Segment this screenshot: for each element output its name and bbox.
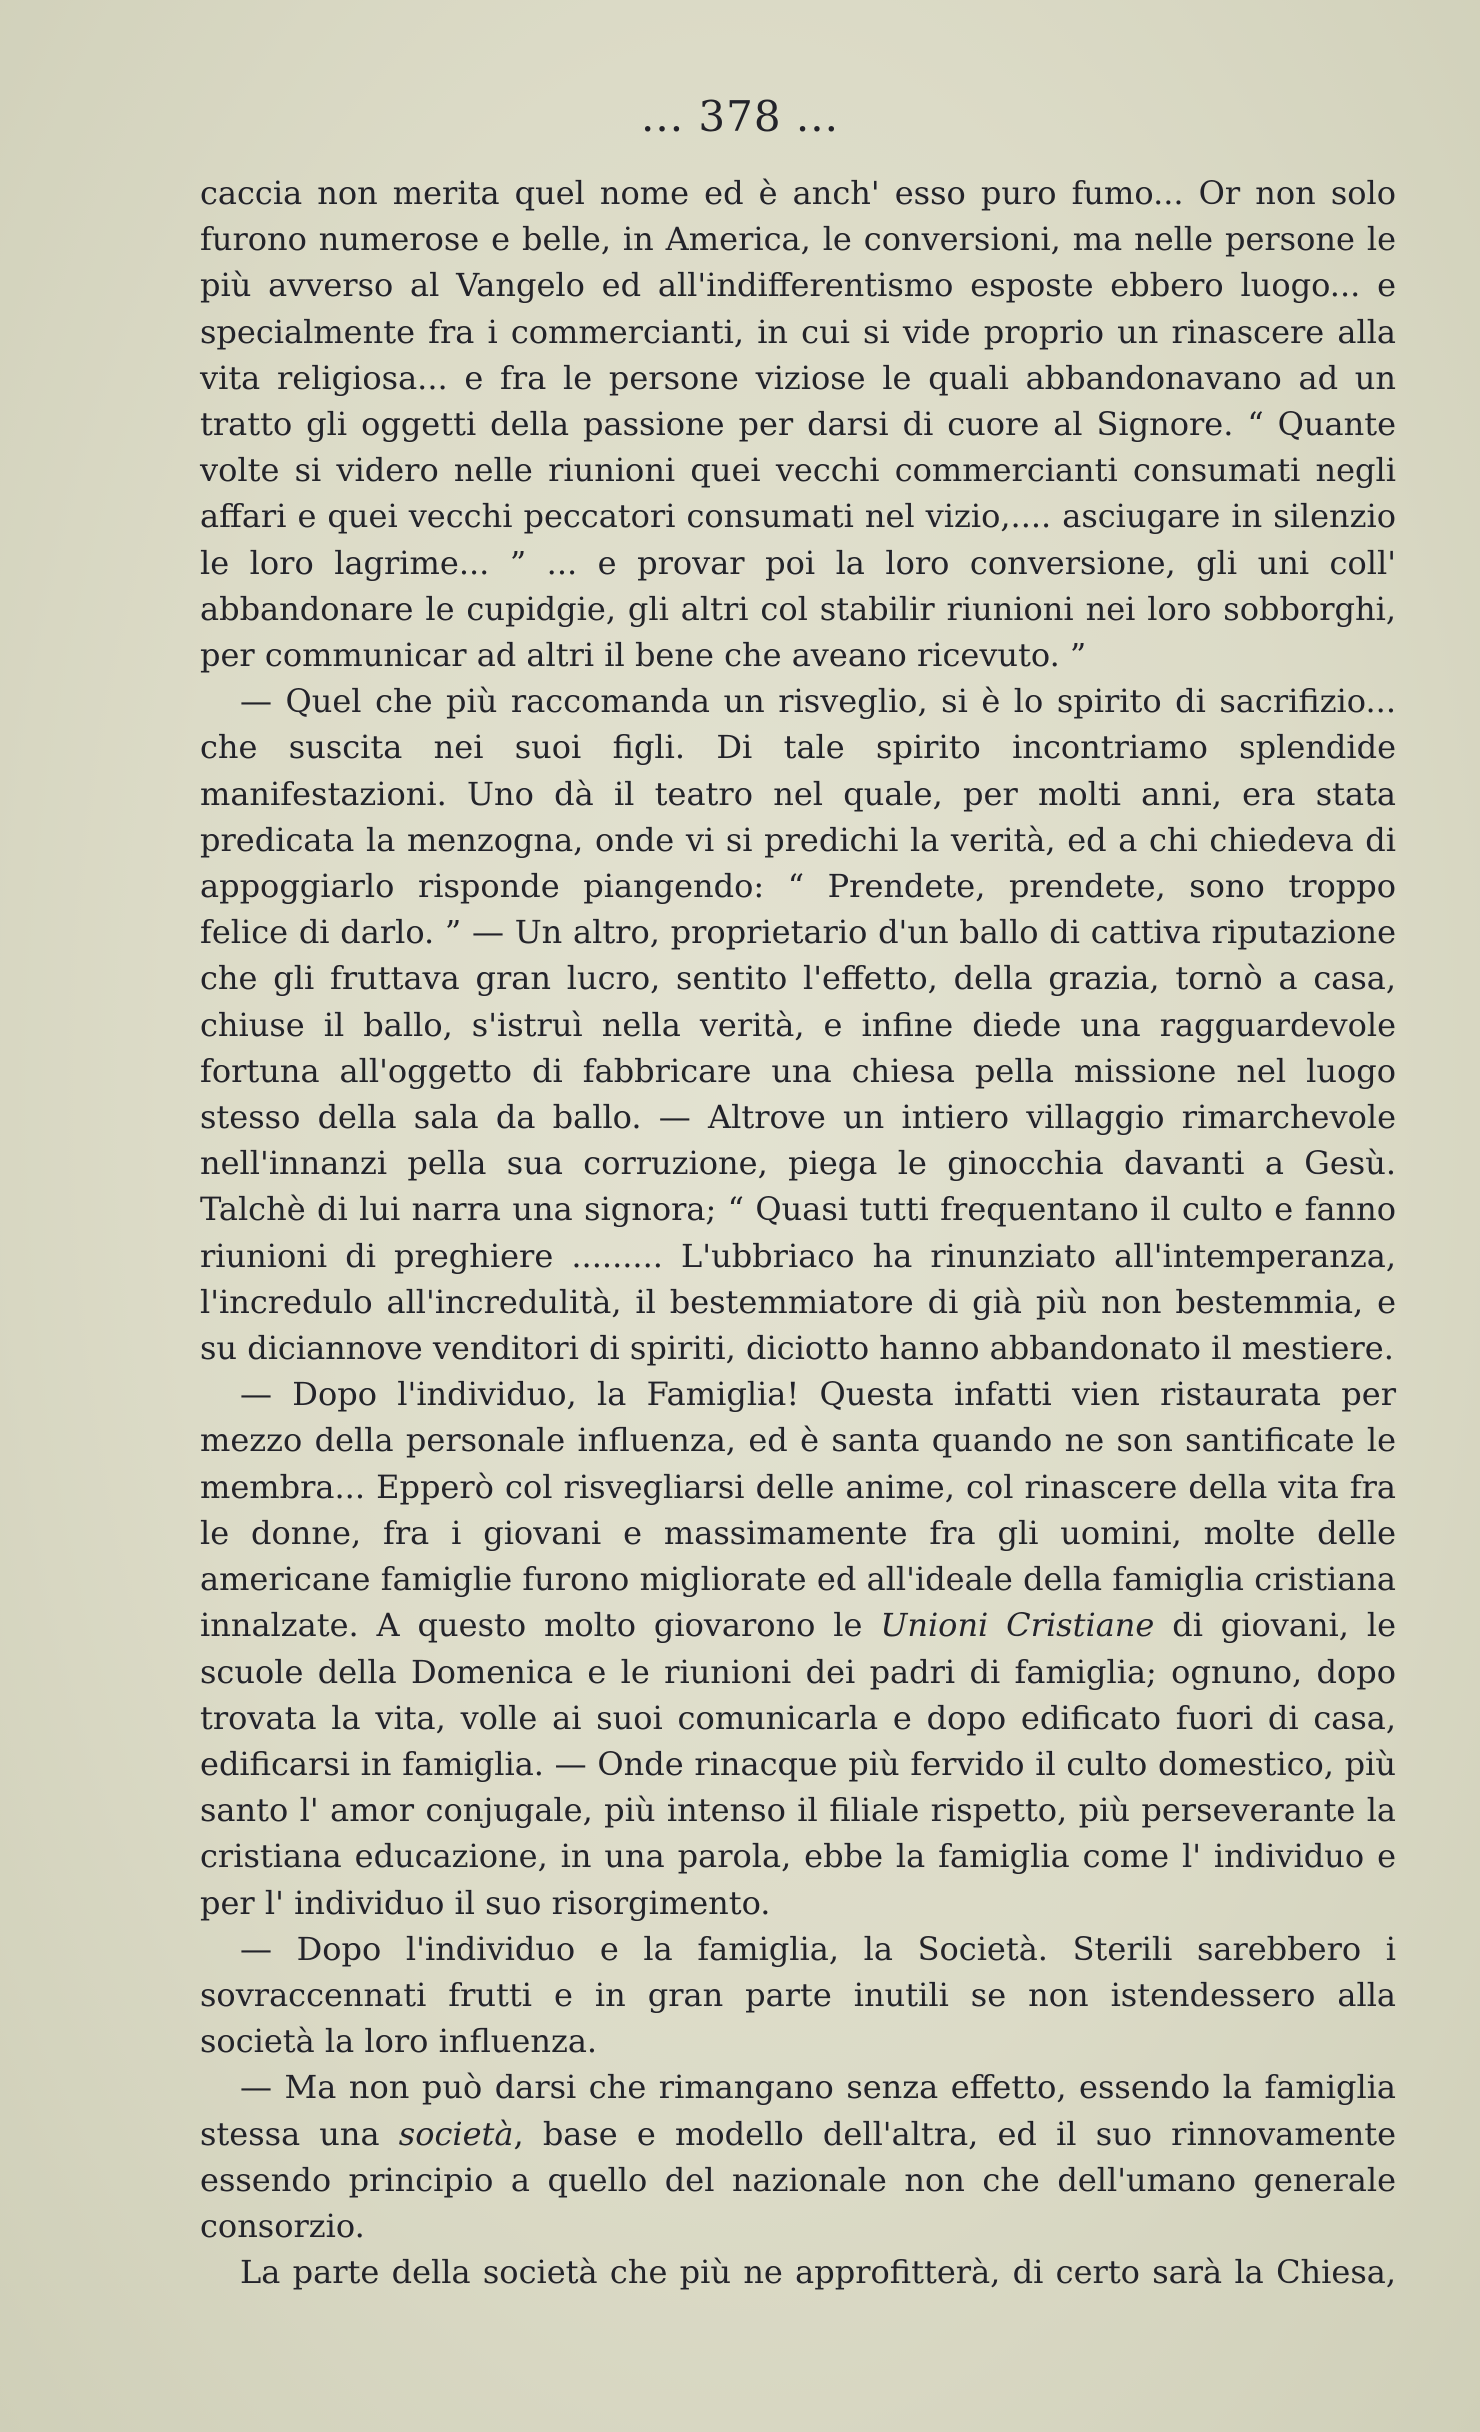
paragraph-3 xyxy=(200,1371,1396,1925)
paragraph-5-italic-term: società xyxy=(398,2114,514,2153)
page-body-text xyxy=(200,170,1396,2295)
paragraph-5-text-after: , base e modello dell'altra, ed il suo rinnovamente essendo principio a quello del nazionale non che dell'umano generale consorzio. xyxy=(200,2114,1397,2245)
paragraph-2: — Quel che più raccomanda un risveglio, si è lo spirito di sacrifizio... che suscita nei suoi figli. Di tale spirito incontriamo splendide manifestazioni. Uno dà il teatro nel quale, per molti anni, era stata predicata la menzogna, onde vi si predichi la verità, ed a chi chiedeva di appoggiarlo risponde piangendo: “ Prendete, prendete, sono troppo felice di darlo. ” — Un altro, proprietario d'un ballo di cattiva riputazione che gli fruttava gran lucro, sentito l'effetto, della grazia, tornò a casa, chiuse il ballo, s'istruì nella verità, e infine diede una ragguardevole fortuna all'oggetto di fabbricare una chiesa pella missione nel luogo stesso della sala da ballo. — Altrove un intiero villaggio rimarchevole nell'innanzi pella sua corruzione, piega le ginocchia davanti a Gesù. Talchè di lui narra una signora; “ Quasi tutti frequentano il culto e fanno riunioni di preghiere ......... L'ubbriaco ha rinunziato all'intemperanza, l'incredulo all'incredulità, il bestemmiatore di già più non bestemmia, e su diciannove venditori di spiriti, diciotto hanno abbandonato il mestiere. xyxy=(200,682,1396,1368)
paragraph-6: La parte della società che più ne approfitterà, di certo sarà la Chiesa, xyxy=(240,2253,1396,2292)
paragraph-5 xyxy=(200,2064,1396,2249)
paragraph-5-text-before: — Ma non può darsi che rimangano senza effetto, essendo la famiglia stessa una xyxy=(200,2068,1396,2153)
paragraph-1: caccia non merita quel nome ed è anch' esso puro fumo... Or non solo furono numerose e belle, in America, le conversioni, ma nelle persone le più avverso al Vangelo ed all'indifferentismo esposte ebbero luogo... e specialmente fra i commercianti, in cui si vide proprio un rinascere alla vita religiosa... e fra le persone viziose le quali abbandonavano ad un tratto gli oggetti della passione per darsi di cuore al Signore. “ Quante volte si videro nelle riunioni quei vecchi commercianti consumati negli affari e quei vecchi peccatori consumati nel vizio,.... asciugare in silenzio le loro lagrime... ” ... e provar poi la loro conversione, gli uni coll' abbandonare le cupidgie, gli altri col stabilir riunioni nei loro sobborghi, per communicar ad altri il bene che aveano ricevuto. ” xyxy=(200,174,1396,675)
page-number: ... 378 ... xyxy=(641,92,839,141)
paragraph-3-italic-term: Unioni Cristiane xyxy=(880,1606,1155,1645)
paragraph-3-text-before: — Dopo l'individuo, la Famiglia! Questa infatti vien ristaurata per mezzo della personale influenza, ed è santa quando ne son santificate le membra... Epperò col risvegliarsi delle anime, col rinascere della vita fra le donne, fra i giovani e massimamente fra gli uomini, molte delle americane famiglie furono migliorate ed all'ideale della famiglia cristiana innalzate. A questo molto giovarono le xyxy=(200,1375,1396,1645)
paragraph-3-text-after: di giovani, le scuole della Domenica e le riunioni dei padri di famiglia; ognuno, dopo trovata la vita, volle ai suoi comunicarla e dopo edificato fuori di casa, edificarsi in famiglia. — Onde rinacque più fervido il culto domestico, più santo l' amor conjugale, più intenso il filiale rispetto, più perseverante la cristiana educazione, in una parola, ebbe la famiglia come l' individuo e per l' individuo il suo risorgimento. xyxy=(200,1606,1397,1922)
paragraph-4: — Dopo l'individuo e la famiglia, la Società. Sterili sarebbero i sovraccennati frutti e in gran parte inutili se non istendessero alla società la loro influenza. xyxy=(200,1929,1396,2061)
